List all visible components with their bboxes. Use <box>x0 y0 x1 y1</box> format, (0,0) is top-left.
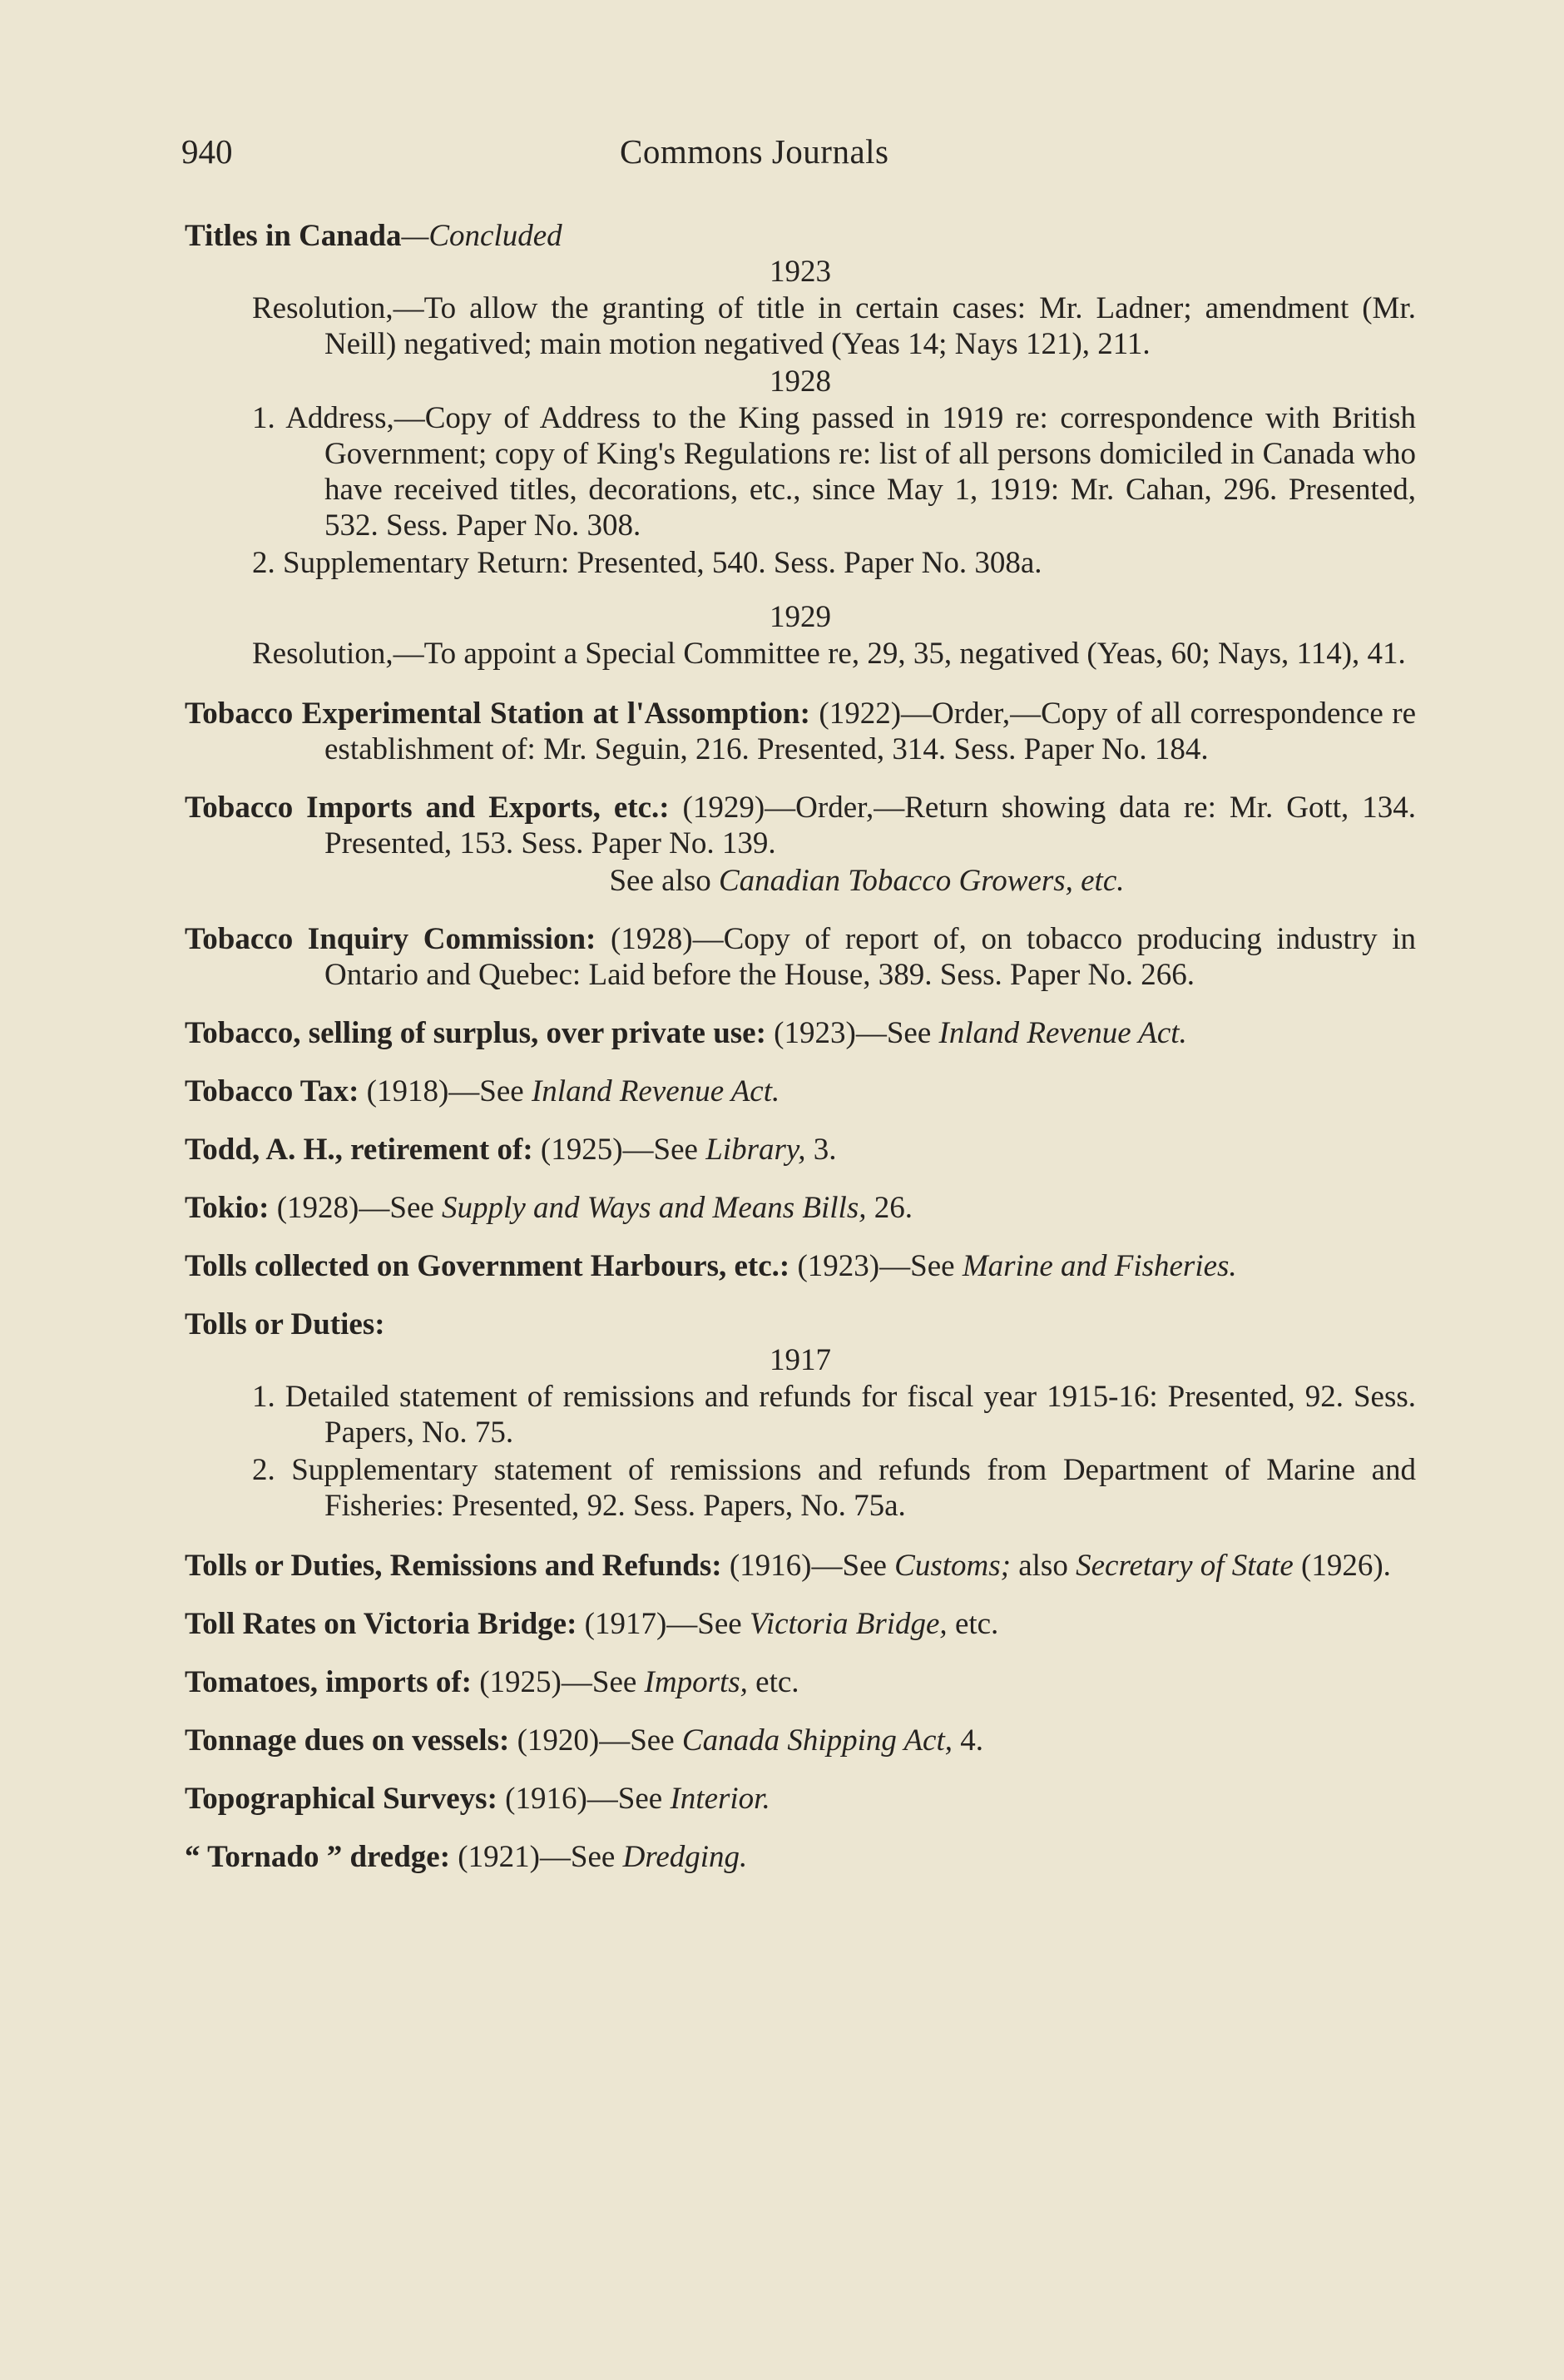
entry-tail: 26. <box>866 1191 913 1225</box>
entry-text: (1925)—See <box>532 1133 706 1167</box>
entry-tobacco-experimental-station <box>185 696 1416 767</box>
sub-entry: Resolution,—To allow the granting of title in certain cases: Mr. Ladner; amendment (Mr. Neill) negatived; main motion negatived (Yeas 14; Nays 121), 211. <box>252 291 1416 361</box>
cross-reference: Imports, <box>644 1665 748 1699</box>
cross-reference: Marine and Fisheries. <box>962 1249 1237 1283</box>
entry-heading: Tolls collected on Government Harbours, etc.: <box>185 1249 790 1283</box>
sub-entry: 2. Supplementary Return: Presented, 540. Sess. Paper No. 308a. <box>252 546 1042 580</box>
entry-heading: Tolls or Duties, Remissions and Refunds: <box>185 1549 722 1583</box>
entry-heading: Tobacco, selling of surplus, over private use: <box>185 1016 766 1050</box>
year-heading: 1929 <box>770 600 831 634</box>
see-also-line <box>185 863 1416 899</box>
entry-tail: etc. <box>947 1607 999 1641</box>
entry-heading: Titles in Canada <box>185 219 402 253</box>
cross-reference: Interior. <box>670 1782 770 1816</box>
entry-heading: Tomatoes, imports of: <box>185 1665 472 1699</box>
entry-text: also <box>1010 1549 1076 1583</box>
year-heading: 1917 <box>770 1343 831 1377</box>
cross-reference: Victoria Bridge, <box>749 1607 948 1641</box>
sub-entry: 2. Supplementary statement of remissions and refunds from Department of Marine and Fisheries: Presented, 92. Sess. Papers, No. 75a. <box>252 1453 1416 1523</box>
cross-reference: Supply and Ways and Means Bills, <box>442 1191 867 1225</box>
entry-heading: Tobacco Experimental Station at l'Assomption: <box>185 697 810 731</box>
entry-titles-in-canada <box>185 218 1416 254</box>
entry-text: (1918)—See <box>359 1074 532 1108</box>
year-heading: 1923 <box>770 255 831 289</box>
entry-heading: Tobacco Inquiry Commission: <box>185 922 596 956</box>
cross-reference: Dredging. <box>622 1840 748 1874</box>
entry-text: (1920)—See <box>509 1723 682 1758</box>
entry-tolls-remissions <box>185 1548 1416 1584</box>
entry-text: (1928)—Copy of report of, on tobacco producing industry in Ontario and Quebec: Laid before the House, 389. Sess. Paper No. 266. <box>324 922 1416 992</box>
entry-heading: Tonnage dues on vessels: <box>185 1723 510 1758</box>
entry-tail: 3. <box>805 1133 837 1167</box>
cross-reference: Secretary of State <box>1076 1549 1294 1583</box>
entry-topographical <box>185 1781 1416 1817</box>
entry-text: (1925)—See <box>471 1665 645 1699</box>
entry-text: (1917)—See <box>577 1607 750 1641</box>
entry-tokio <box>185 1190 1416 1226</box>
entry-tolls-harbours <box>185 1248 1416 1284</box>
entry-heading: Toll Rates on Victoria Bridge: <box>185 1607 577 1641</box>
entry-tobacco-imports <box>185 790 1416 861</box>
entry-toll-rates <box>185 1606 1416 1642</box>
entry-tail: etc. <box>747 1665 799 1699</box>
cross-reference: Library, <box>705 1133 806 1167</box>
year-heading: 1928 <box>770 364 831 399</box>
entry-tail: 4. <box>953 1723 984 1758</box>
entry-text: (1916)—See <box>497 1782 671 1816</box>
entry-tobacco-surplus <box>185 1015 1416 1051</box>
cross-reference: Inland Revenue Act. <box>531 1074 780 1108</box>
entry-text: (1921)—See <box>450 1840 623 1874</box>
cross-reference: Canada Shipping Act, <box>681 1723 953 1758</box>
entry-tomatoes <box>185 1664 1416 1700</box>
index-content <box>185 218 1416 1897</box>
entry-tobacco-inquiry-commission <box>185 921 1416 993</box>
entry-todd <box>185 1132 1416 1168</box>
entry-heading: Tolls or Duties: <box>185 1307 385 1341</box>
entry-text: (1923)—See <box>789 1249 963 1283</box>
cross-reference: Customs; <box>894 1549 1011 1583</box>
running-head <box>0 131 1564 181</box>
cross-reference: Canadian Tobacco Growers, etc. <box>719 864 1125 898</box>
entry-tobacco-tax <box>185 1073 1416 1109</box>
entry-heading: “ Tornado ” dredge: <box>185 1840 451 1874</box>
entry-text: (1922)—Order,—Copy of all correspondence re establishment of: Mr. Seguin, 216. Presented, 314. Sess. Paper No. 184. <box>324 697 1416 766</box>
entry-heading: Tokio: <box>185 1191 270 1225</box>
entry-text: (1929)—Order,—Return showing data re: Mr. Gott, 134. Presented, 153. Sess. Paper No. 139. <box>324 791 1416 860</box>
sub-entry: 1. Detailed statement of remissions and refunds for fiscal year 1915-16: Presented, 92. Sess. Papers, No. 75. <box>252 1380 1416 1450</box>
sub-entry: 1. Address,—Copy of Address to the King passed in 1919 re: correspondence with British Government; copy of King's Regulations re: list of all persons domiciled in Canada who have received titles, decorations, etc., since May 1, 1919: Mr. Cahan, 296. Presented, 532. Sess. Paper No. 308. <box>252 401 1416 543</box>
entry-heading: Tobacco Imports and Exports, etc.: <box>185 791 670 825</box>
entry-text: (1923)—See <box>765 1016 939 1050</box>
entry-tolls-or-duties <box>185 1307 1416 1342</box>
entry-tail: (1926). <box>1293 1549 1391 1583</box>
page-number: 940 <box>181 132 233 171</box>
entry-tornado <box>185 1839 1416 1875</box>
entry-text: (1916)—See <box>721 1549 895 1583</box>
cross-reference: Inland Revenue Act. <box>938 1016 1187 1050</box>
entry-heading-suffix: —Concluded <box>401 219 562 253</box>
journal-title: Commons Journals <box>620 132 889 171</box>
see-also-prefix: See also <box>609 864 719 898</box>
entry-heading: Tobacco Tax: <box>185 1074 359 1108</box>
entry-text: (1928)—See <box>269 1191 443 1225</box>
entry-heading: Topographical Surveys: <box>185 1782 497 1816</box>
entry-heading: Todd, A. H., retirement of: <box>185 1133 533 1167</box>
sub-entry: Resolution,—To appoint a Special Committee re, 29, 35, negatived (Yeas, 60; Nays, 114), 41. <box>252 637 1406 671</box>
entry-tonnage <box>185 1723 1416 1758</box>
